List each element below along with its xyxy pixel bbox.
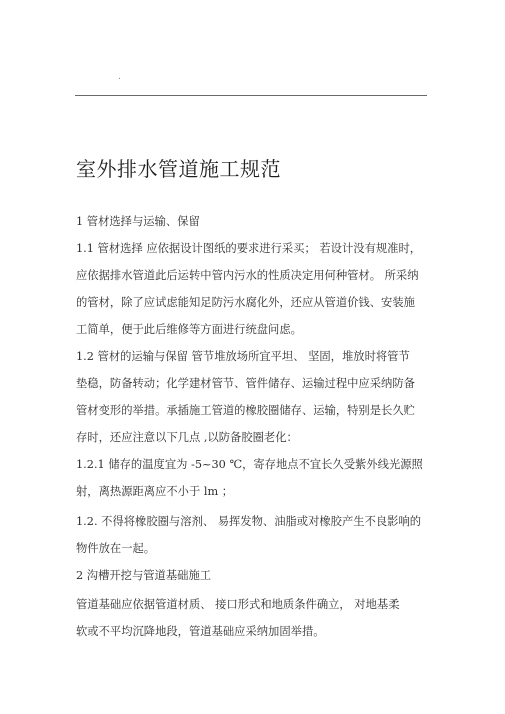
header-mark: . [118,72,121,82]
paragraph-line: 软或不平均沉降地段，管道基础应采纳加固举措。 [76,625,325,638]
paragraph-line: 的管材，除了应试虑能知足防污水腐化外，还应从管道价钱、安装施 [76,296,415,309]
section-heading-1: 1 管材选择与运输、保留 [76,215,200,228]
section-heading-2: 2 沟槽开挖与管道基础施工 [76,569,212,582]
paragraph-line: 射，离热源距离应不小于 lm ； [76,485,234,498]
paragraph-line: 1.2. 不得将橡胶圈与溶剂、 易挥发物、油脂或对橡胶产生不良影响的 [76,515,422,528]
paragraph-line: 1.1 管材选择 应依据设计图纸的要求进行采买； 若设计没有规准时， [76,242,422,255]
paragraph-line: 垫稳，防备转动；化学建材管节、管件储存、运输过程中应采纳防备 [76,377,415,390]
paragraph-line: 存时，还应注意以下几点 ,以防备胶圈老化： [76,431,298,444]
paragraph-line: 应依据排水管道此后运转中管内污水的性质决定用何种管材。 所采纳 [76,269,419,282]
paragraph-line: 工简单，便于此后维修等方面进行统盘问虑。 [76,323,302,336]
paragraph-line: 管道基础应依据管道材质、 接口形式和地质条件确立， 对地基柔 [76,598,400,611]
header-divider [75,95,427,96]
paragraph-line: 管材变形的举措。承插施工管道的橡胶圈储存、运输，特别是长久贮 [76,404,415,417]
document-title: 室外排水管道施工规范 [76,157,281,181]
paragraph-line: 物件放在一起。 [76,542,156,555]
paragraph-line: 1.2.1 储存的温度宜为 -5~30 ℃，寄存地点不宜长久受紫外线光源照 [76,458,423,471]
paragraph-line: 1.2 管材的运输与保留 管节堆放场所宜平坦、 坚固，堆放时将管节 [76,350,410,363]
